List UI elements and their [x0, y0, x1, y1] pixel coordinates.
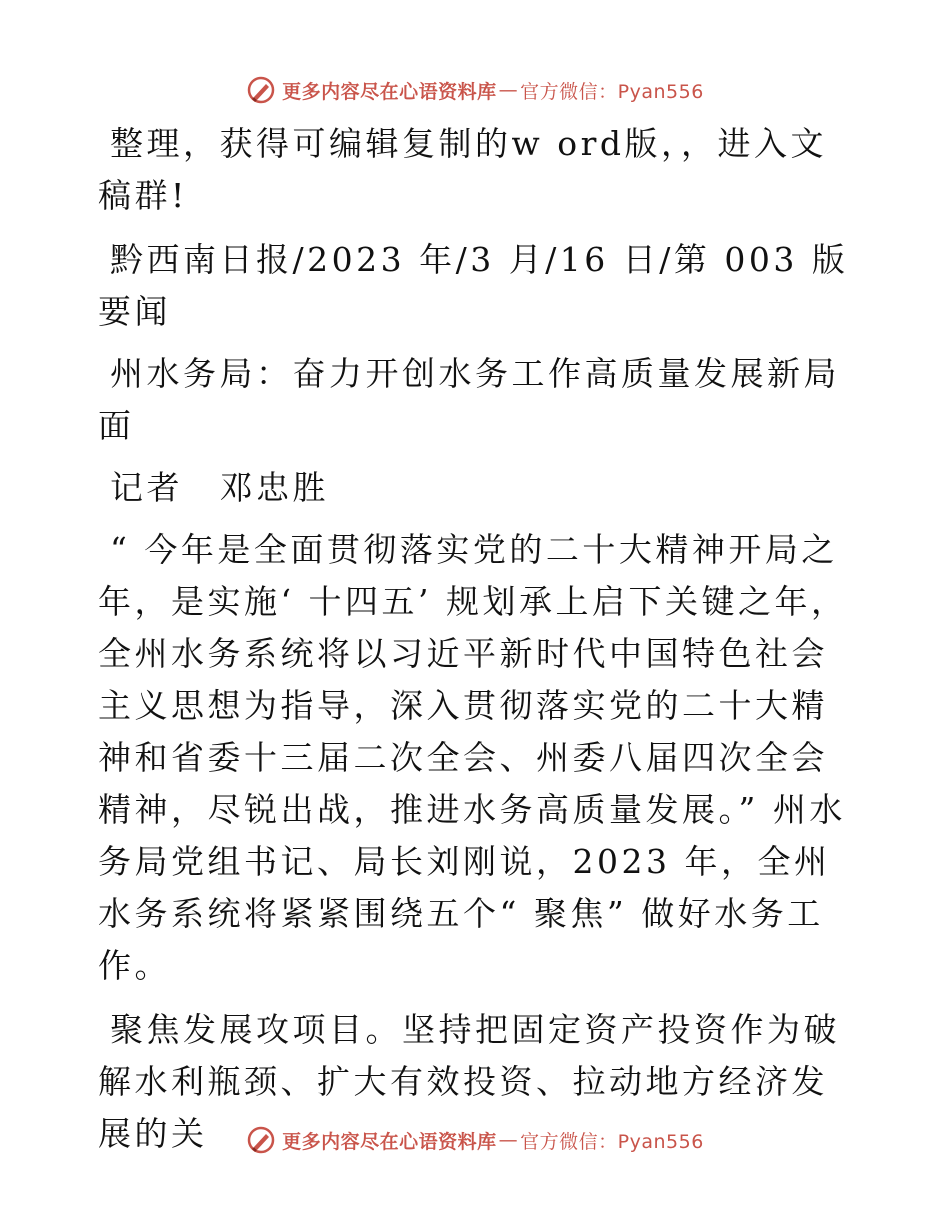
watermark-sub-text: 官方微信：Pyan556 — [520, 1130, 704, 1153]
article-byline: 记者 邓忠胜 — [110, 468, 329, 507]
watermark-main-text: 更多内容尽在心语资料库 — [282, 1130, 497, 1153]
article-title: 州水务局：奋力开创水务工作高质量发展新局面 — [98, 354, 840, 445]
paragraph-body-1: “ 今年是全面贯彻落实党的二十大精神开局之年，是实施‘ 十四五’ 规划承上启下关键之年，全州水务系统将以习近平新时代中国特色社会主义思想为指导，深入贯彻落实党的二十大精神和省委十三届二次全会、州委八届四次全会精神，尽锐出战，推进水务高质量发展。” 州水务局党组书记、局长刘刚说，2023 年，全州水务系统将紧紧围绕五个“ 聚焦” 做好水务工作。 — [98, 530, 848, 985]
watermark-sub-text: 官方微信：Pyan556 — [520, 80, 704, 103]
paragraph-source: 黔西南日报/2023 年/3 月/16 日/第 003 版要闻 — [98, 240, 849, 331]
pen-logo-icon — [246, 1125, 276, 1155]
paragraph-intro: 整理，获得可编辑复制的w ord版，，进入文稿群! — [98, 124, 828, 215]
header-watermark — [0, 72, 950, 108]
document-body — [98, 118, 850, 1172]
footer-watermark — [0, 1122, 950, 1158]
watermark-dash: — — [498, 79, 519, 101]
paragraph-body-2: 聚焦发展攻项目。坚持把固定资产投资作为破解水利瓶颈、扩大有效投资、拉动地方经济发展的关 — [98, 1010, 840, 1153]
watermark-dash: — — [498, 1129, 519, 1151]
pen-logo-icon — [246, 75, 276, 105]
watermark-main-text: 更多内容尽在心语资料库 — [282, 80, 497, 103]
